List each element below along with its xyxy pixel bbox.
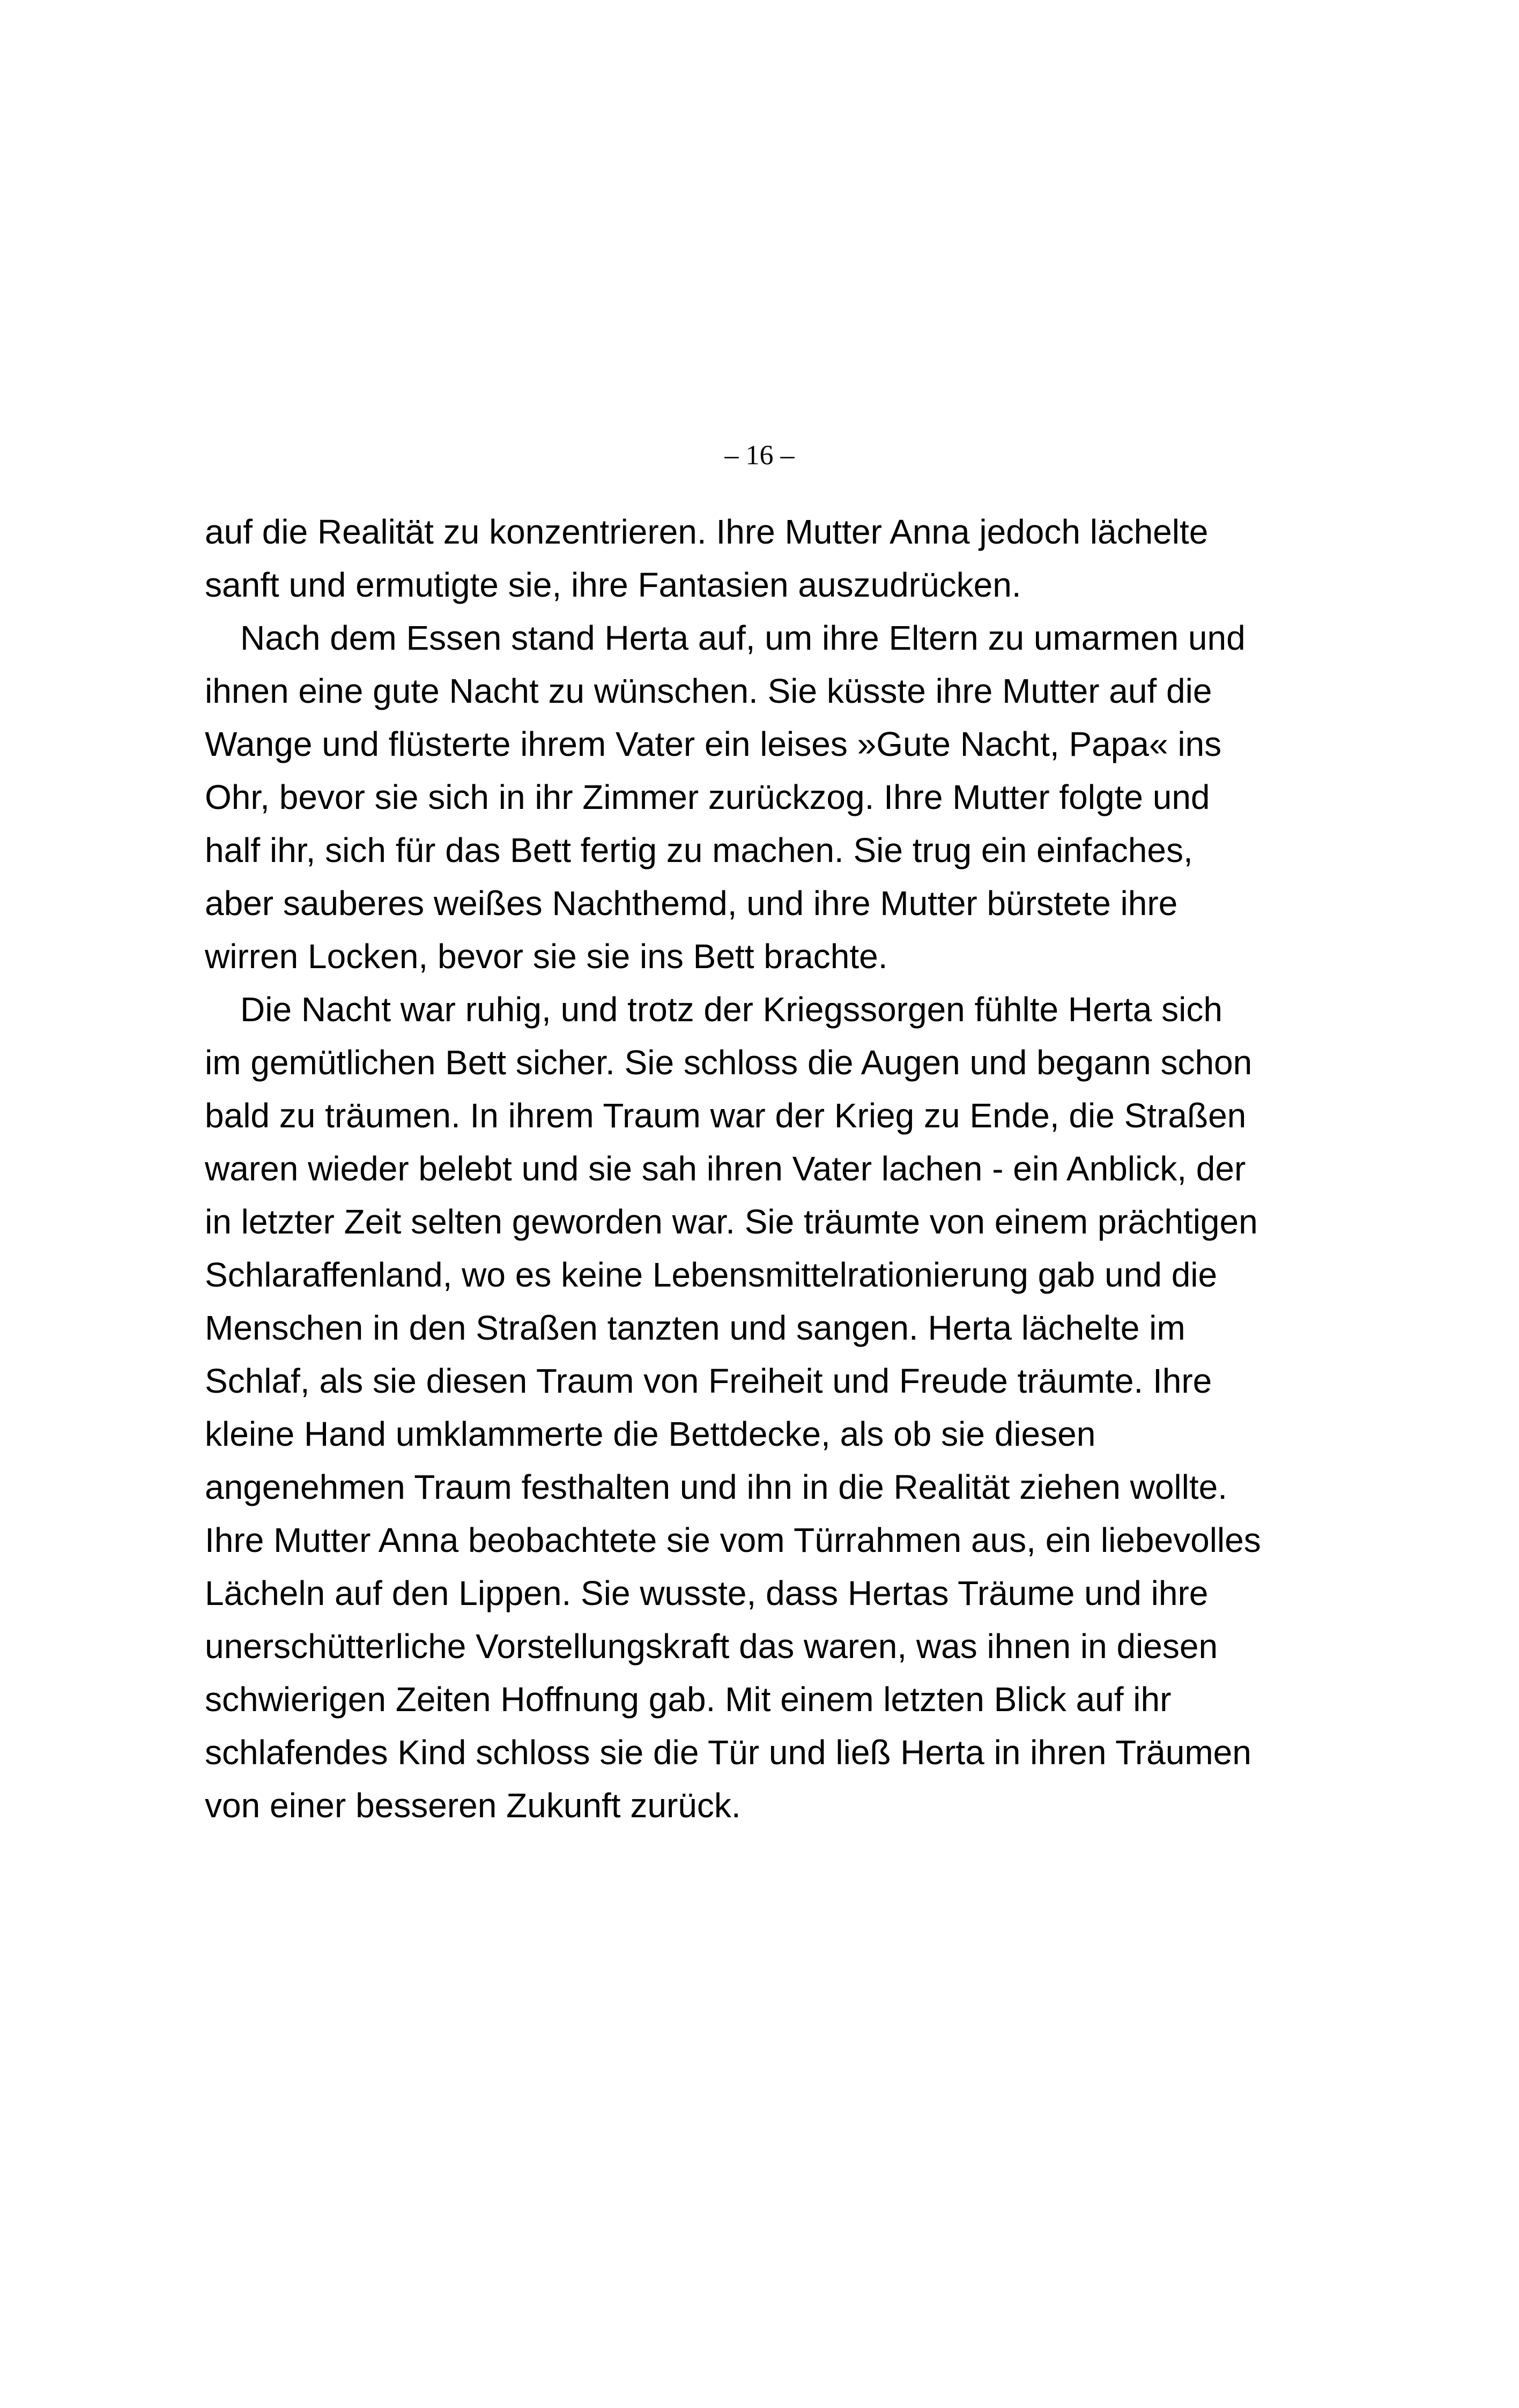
text-line: half ihr, sich für das Bett fertig zu machen. Sie trug ein einfaches, [205,831,1193,869]
text-line: wirren Locken, bevor sie sie ins Bett brachte. [205,937,888,976]
text-line: waren wieder belebt und sie sah ihren Vater lachen - ein Anblick, der [205,1149,1246,1188]
text-line: Wange und flüsterte ihrem Vater ein leises »Gute Nacht, Papa« ins [205,725,1222,763]
text-line: Nach dem Essen stand Herta auf, um ihre Eltern zu umarmen und [240,619,1246,657]
text-line: von einer besseren Zukunft zurück. [205,1786,741,1825]
text-line: ihnen eine gute Nacht zu wünschen. Sie küsste ihre Mutter auf die [205,672,1212,710]
text-line: in letzter Zeit selten geworden war. Sie träumte von einem prächtigen [205,1202,1258,1241]
text-line: Schlaf, als sie diesen Traum von Freiheit und Freude träumte. Ihre [205,1362,1212,1400]
text-line: Schlaraffenland, wo es keine Lebensmittelrationierung gab und die [205,1255,1218,1294]
text-line: bald zu träumen. In ihrem Traum war der Krieg zu Ende, die Straßen [205,1096,1247,1135]
text-line: sanft und ermutigte sie, ihre Fantasien auszudrücken. [205,566,1021,604]
text-line: angenehmen Traum festhalten und ihn in die Realität ziehen wollte. [205,1468,1227,1506]
text-line: im gemütlichen Bett sicher. Sie schloss die Augen und begann schon [205,1043,1253,1082]
text-line: schlafendes Kind schloss sie die Tür und ließ Herta in ihren Träumen [205,1733,1251,1772]
text-line: aber sauberes weißes Nachthemd, und ihre Mutter bürstete ihre [205,884,1178,923]
text-line: Lächeln auf den Lippen. Sie wusste, dass Hertas Träume und ihre [205,1574,1209,1612]
text-line: Ohr, bevor sie sich in ihr Zimmer zurückzog. Ihre Mutter folgte und [205,778,1210,816]
text-line: auf die Realität zu konzentrieren. Ihre Mutter Anna jedoch lächelte [205,512,1209,551]
body-text [205,506,1320,1832]
page-number: – 16 – [724,440,795,471]
text-line: kleine Hand umklammerte die Bettdecke, als ob sie diesen [205,1415,1096,1453]
text-line: unerschütterliche Vorstellungskraft das waren, was ihnen in diesen [205,1627,1218,1666]
text-line: Ihre Mutter Anna beobachtete sie vom Türrahmen aus, ein liebevolles [205,1521,1261,1559]
text-line: Menschen in den Straßen tanzten und sangen. Herta lächelte im [205,1309,1185,1347]
text-line: schwierigen Zeiten Hoffnung gab. Mit einem letzten Blick auf ihr [205,1680,1172,1719]
text-line: Die Nacht war ruhig, und trotz der Kriegssorgen fühlte Herta sich [240,990,1222,1029]
